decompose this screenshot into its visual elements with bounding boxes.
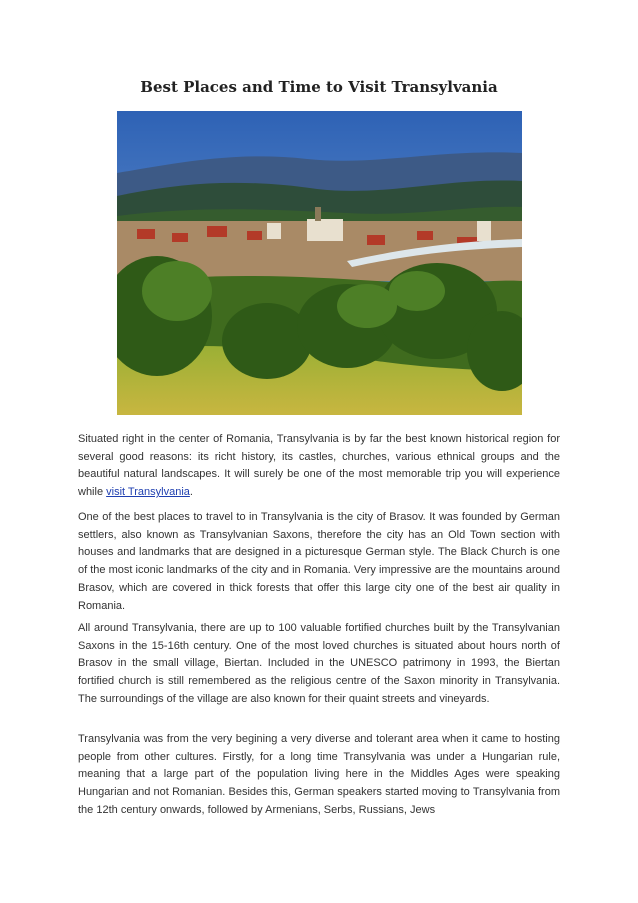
paragraph-intro-text: Situated right in the center of Romania, Transylvania is by far the best known historical region for several good reasons: its richt history, its castles, churches, various ethnical groups and the beautiful natural landscapes. It will surely be one of the most memorable trip you will experience while bbox=[78, 433, 560, 499]
visit-transylvania-link[interactable]: visit Transylvania bbox=[106, 486, 190, 499]
page-title: Best Places and Time to Visit Transylvania bbox=[140, 78, 498, 96]
paragraph-intro bbox=[78, 431, 560, 502]
paragraph-fortified-churches: All around Transylvania, there are up to 100 valuable fortified churches built by the Transylvanian Saxons in the 15-16th century. One of the most loved churches is situated about hours north of Brasov in the small village, Biertan. Included in the UNESCO patrimony in 1993, the Biertan fortified church is still remembered as the religious centre of the Saxon minority in Transylvania. The surroundings of the village are also known for their quaint streets and vineyards. bbox=[78, 622, 560, 705]
paragraph-diversity: Transylvania was from the very begining a very diverse and tolerant area when it came to hosting people from other cultures. Firstly, for a long time Transylvania was under a Hungarian rule, meaning that a large part of the population living here in the Middles Ages were speaking Hungarian and not Romanian. Besides this, German speakers started moving to Transylvania from the 12th century onwards, followed by Armenians, Serbs, Russians, Jews bbox=[78, 733, 560, 816]
landscape-photo bbox=[117, 111, 522, 415]
paragraph-brasov: One of the best places to travel to in Transylvania is the city of Brasov. It was founded by German settlers, also known as Transylvanian Saxons, therefore the city has an Old Town section with houses and landmarks that are designed in a picturesque German style. The Black Church is one of the most iconic landmarks of the city and in Romania. Very impressive are the mountains around Brasov, which are covered in thick forests that offer this large city one of the best air quality in Romania. bbox=[78, 511, 560, 612]
paragraph-intro-end: . bbox=[189, 486, 193, 499]
